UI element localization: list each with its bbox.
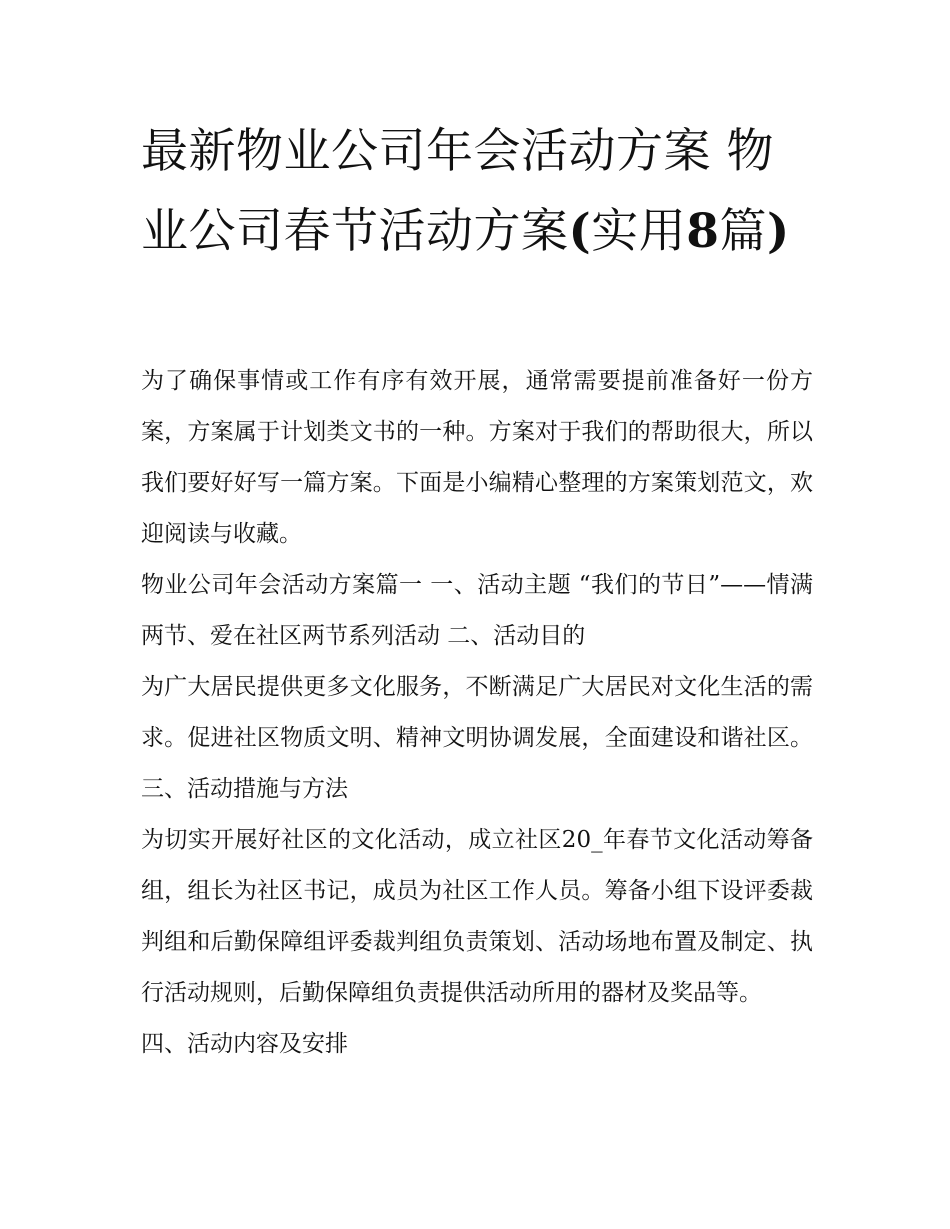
paragraph-purpose: 为广大居民提供更多文化服务，不断满足广大居民对文化生活的需求。促进社区物质文明、精神文明协调发展，全面建设和谐社区。 三、活动措施与方法 xyxy=(141,674,813,802)
document-title: 最新物业公司年会活动方案 物业公司春节活动方案(实用8篇) xyxy=(141,124,790,259)
paragraph-intro: 为了确保事情或工作有序有效开展，通常需要提前准备好一份方案，方案属于计划类文书的一种。方案对于我们的帮助很大，所以我们要好好写一篇方案。下面是小编精心整理的方案策划范文，欢迎阅读与收藏。 xyxy=(141,368,813,547)
document-body xyxy=(141,356,813,1070)
paragraph-theme: 物业公司年会活动方案篇一 一、活动主题 “我们的节日”——情满两节、爱在社区两节系列活动 二、活动目的 xyxy=(141,572,813,649)
paragraph-measures: 为切实开展好社区的文化活动，成立社区20_年春节文化活动筹备组，组长为社区书记，成员为社区工作人员。筹备小组下设评委裁判组和后勤保障组评委裁判组负责策划、活动场地布置及制定、执行活动规则，后勤保障组负责提供活动所用的器材及奖品等。 xyxy=(141,827,813,1006)
paragraph-section-heading: 四、活动内容及安排 xyxy=(141,1031,348,1057)
